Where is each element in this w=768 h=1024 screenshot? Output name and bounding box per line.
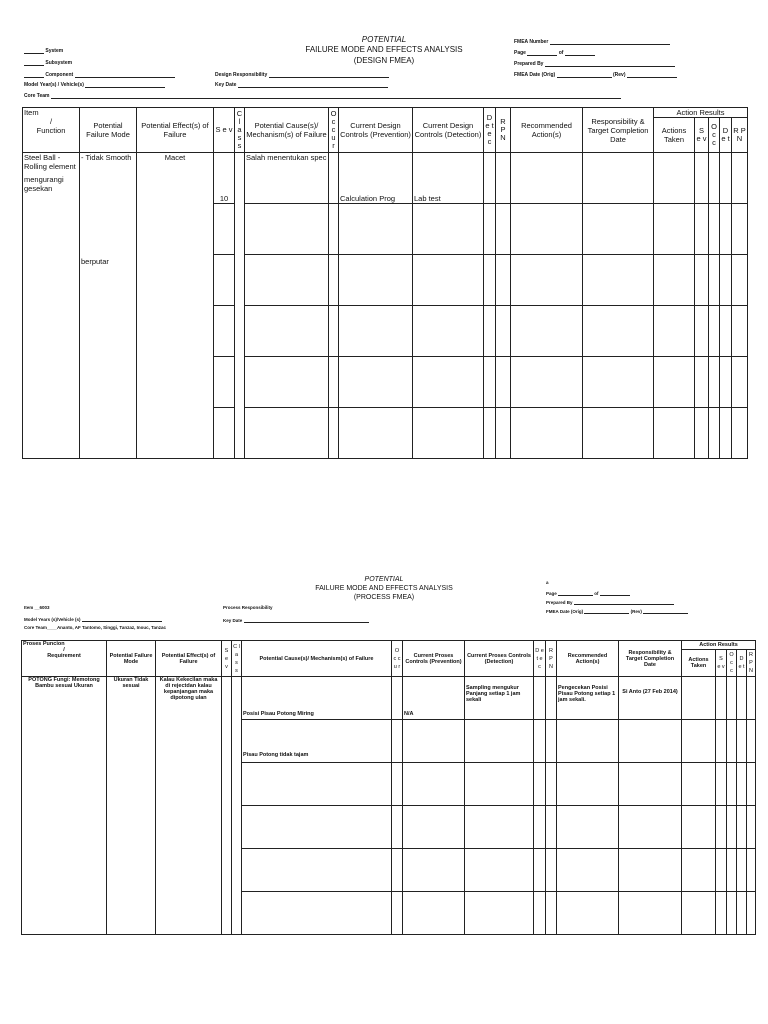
design-cell-detection[interactable]: Lab test: [413, 153, 484, 204]
design-col-cause: Potential Cause(s)/ Mechanism(s) of Failure: [245, 108, 329, 153]
design-cell[interactable]: [496, 408, 511, 459]
process-col-res-sev: S e v: [716, 650, 727, 677]
process-col-cause: Potential Cause(s)/ Mechanism(s) of Failure: [242, 641, 392, 677]
design-system-field[interactable]: [24, 47, 63, 54]
process-cell-actions-taken[interactable]: [682, 677, 716, 720]
design-cell-item[interactable]: Steel Ball - Rolling element mengurangi gesekan: [23, 153, 80, 459]
process-cell[interactable]: [682, 849, 716, 892]
process-cell-effect[interactable]: Kalau Kekecilan maka di rejectdan kalau kepanjangan maka dipotong ulan: [156, 677, 222, 935]
design-cell[interactable]: [709, 204, 720, 255]
process-fmea-date-label: FMEA Date (Orig): [546, 609, 584, 614]
process-cell-detection[interactable]: Sampling mengukur Panjang setiap 1 jam sekali: [465, 677, 534, 720]
design-cell[interactable]: [245, 306, 329, 357]
design-cell[interactable]: [732, 408, 748, 459]
design-cell[interactable]: [654, 357, 695, 408]
design-model-field[interactable]: [24, 81, 165, 88]
design-cell-res-occ[interactable]: [709, 153, 720, 204]
process-cell[interactable]: [747, 892, 756, 935]
design-cell[interactable]: [496, 357, 511, 408]
design-cell[interactable]: [484, 357, 496, 408]
design-col-recommended: Recommended Action(s): [511, 108, 583, 153]
design-cell[interactable]: [511, 408, 583, 459]
design-cell[interactable]: [214, 408, 235, 459]
process-title-sub: (PROCESS FMEA): [353, 594, 415, 601]
design-col-sev: S e v: [214, 108, 235, 153]
design-fmea-date-label: FMEA Date (Orig): [514, 72, 556, 78]
process-cell[interactable]: [727, 849, 737, 892]
process-fmea-form: [0, 570, 768, 950]
process-col-res-occ: O c c: [727, 650, 737, 677]
process-cell[interactable]: [403, 763, 465, 806]
process-cell[interactable]: [682, 892, 716, 935]
process-fmea-table: [21, 640, 756, 935]
design-col-detection: Current Design Controls (Detection): [413, 108, 484, 153]
design-col-res-occ: O c c: [709, 118, 720, 153]
design-core-team-label: Core Team: [24, 93, 50, 99]
design-cell[interactable]: [695, 408, 709, 459]
process-cell[interactable]: [534, 763, 546, 806]
design-cell[interactable]: [695, 255, 709, 306]
process-cell-res-sev[interactable]: [716, 677, 727, 720]
process-cell[interactable]: [403, 806, 465, 849]
design-cell[interactable]: [329, 357, 339, 408]
process-cell[interactable]: [403, 720, 465, 763]
process-cell[interactable]: [465, 763, 534, 806]
process-cell-res-det[interactable]: [737, 677, 747, 720]
design-cell[interactable]: [583, 204, 654, 255]
process-cell[interactable]: [465, 720, 534, 763]
process-cell[interactable]: [534, 720, 546, 763]
design-cell[interactable]: [484, 408, 496, 459]
design-fmea-number-field[interactable]: [514, 38, 670, 45]
process-title-potential: POTENTIAL: [364, 576, 404, 583]
design-cell[interactable]: [214, 306, 235, 357]
process-fmea-date-field[interactable]: [546, 607, 688, 614]
design-fmea-number-label: FMEA Number: [514, 39, 549, 45]
process-responsibility-label: Process Responsibility: [223, 605, 273, 610]
design-cell-mode[interactable]: - Tidak Smooth berputar: [80, 153, 137, 459]
design-cell[interactable]: [245, 408, 329, 459]
process-fmea-rev-label: (Rev): [630, 609, 642, 614]
process-title-main: FAILURE MODE AND EFFECTS ANALYSIS: [315, 585, 453, 592]
process-cell[interactable]: [534, 849, 546, 892]
process-cell-sev[interactable]: [222, 677, 232, 935]
process-mark: a: [546, 580, 549, 585]
design-cell[interactable]: [214, 357, 235, 408]
process-cell[interactable]: [546, 763, 557, 806]
process-model-field[interactable]: [24, 615, 162, 622]
design-cell-res-rpn[interactable]: [732, 153, 748, 204]
design-col-res-rpn: R P N: [732, 118, 748, 153]
design-cell[interactable]: [496, 204, 511, 255]
process-cell[interactable]: [619, 763, 682, 806]
design-prepared-by-field[interactable]: [514, 60, 675, 67]
design-cell[interactable]: [709, 408, 720, 459]
process-col-actions-taken: Actions Taken: [682, 650, 716, 677]
process-cell[interactable]: [747, 763, 756, 806]
design-cell-recommended[interactable]: [511, 153, 583, 204]
process-prepared-by-label: Prepared By: [546, 600, 573, 605]
design-col-prevention: Current Design Controls (Prevention): [339, 108, 413, 153]
process-cell[interactable]: [619, 806, 682, 849]
design-cell[interactable]: [339, 357, 413, 408]
design-title-potential: POTENTIAL: [361, 35, 407, 44]
process-col-res-det: D e t: [737, 650, 747, 677]
design-cell-res-sev[interactable]: [695, 153, 709, 204]
design-cell[interactable]: [496, 255, 511, 306]
process-cell[interactable]: [716, 806, 727, 849]
design-cell[interactable]: [720, 255, 732, 306]
process-col-sev: S e v: [222, 641, 232, 677]
process-cell[interactable]: [546, 806, 557, 849]
design-cell[interactable]: [329, 408, 339, 459]
design-responsibility-label: Design Responsibility: [215, 72, 268, 78]
process-cell[interactable]: [727, 806, 737, 849]
process-cell[interactable]: [557, 849, 619, 892]
process-item-label: Item __6003: [24, 605, 50, 610]
process-page-label: Page: [546, 591, 557, 596]
process-item-field[interactable]: [24, 605, 50, 610]
process-responsibility-field[interactable]: [223, 605, 273, 610]
design-responsibility-field[interactable]: [215, 71, 389, 78]
design-cell[interactable]: [484, 255, 496, 306]
process-page-of-label: of: [594, 591, 599, 596]
design-cell[interactable]: [732, 204, 748, 255]
design-cell-prevention[interactable]: Calculation Prog: [339, 153, 413, 204]
process-cell-recommended[interactable]: Pengecekan Posisi Pisau Potong setiap 1 jam sekali.: [557, 677, 619, 720]
design-col-action-results: Action Results: [654, 108, 748, 118]
design-cell[interactable]: [732, 306, 748, 357]
process-key-date-label: Key Date: [223, 618, 243, 623]
process-cell[interactable]: [737, 763, 747, 806]
design-cell-sev[interactable]: 10: [214, 153, 235, 204]
design-cell[interactable]: [583, 408, 654, 459]
process-cell[interactable]: [737, 849, 747, 892]
design-col-class: C l a s s: [235, 108, 245, 153]
design-col-occur: O c c u r: [329, 108, 339, 153]
process-cell[interactable]: [242, 849, 392, 892]
design-cell-effect[interactable]: Macet: [137, 153, 214, 459]
design-col-mode: Potential Failure Mode: [80, 108, 137, 153]
process-col-rpn: R P N: [546, 641, 557, 677]
design-model-label: Model Year(s) / Vehicle(s): [24, 82, 84, 88]
design-col-res-det: D e t: [720, 118, 732, 153]
design-prepared-by-label: Prepared By: [514, 61, 544, 67]
design-cell[interactable]: [583, 306, 654, 357]
design-cell[interactable]: [695, 204, 709, 255]
process-cell[interactable]: [737, 806, 747, 849]
process-col-prevention: Current Proses Controls (Prevention): [403, 641, 465, 677]
process-core-team-value: Ananto, AF Tantomo, Singgi, Tanzaz, Inouc, Tanzac: [56, 625, 167, 630]
process-cell-mode[interactable]: Ukuran Tidak sesuai: [107, 677, 156, 935]
process-col-occur: O c c u r: [392, 641, 403, 677]
process-cell[interactable]: [737, 892, 747, 935]
process-cell[interactable]: [557, 892, 619, 935]
design-cell[interactable]: [720, 204, 732, 255]
design-cell[interactable]: [720, 408, 732, 459]
process-cell[interactable]: [242, 763, 392, 806]
process-cell[interactable]: [682, 720, 716, 763]
process-cell-prevention[interactable]: N/A: [403, 677, 465, 720]
process-cell[interactable]: [403, 892, 465, 935]
design-cell[interactable]: [720, 357, 732, 408]
design-cell[interactable]: [339, 255, 413, 306]
design-cell[interactable]: [245, 357, 329, 408]
design-cell[interactable]: [413, 255, 484, 306]
process-prepared-by-field[interactable]: [546, 598, 674, 605]
design-col-res-sev: S e v: [695, 118, 709, 153]
design-key-date-field[interactable]: [215, 81, 388, 88]
process-cell-detec[interactable]: [534, 677, 546, 720]
process-table-row: [22, 677, 756, 720]
design-cell[interactable]: [214, 255, 235, 306]
process-col-action-results: Action Results: [682, 641, 756, 650]
process-cell[interactable]: [747, 849, 756, 892]
process-cell[interactable]: [392, 849, 403, 892]
process-cell[interactable]: [619, 720, 682, 763]
design-col-effect: Potential Effect(s) of Failure: [137, 108, 214, 153]
process-cell-res-occ[interactable]: [727, 677, 737, 720]
design-cell[interactable]: [511, 306, 583, 357]
process-cell[interactable]: [465, 806, 534, 849]
process-col-detec: D e t e c: [534, 641, 546, 677]
process-core-team-label: Core Team____: [24, 625, 57, 630]
design-cell-responsibility[interactable]: [583, 153, 654, 204]
process-page-field[interactable]: [546, 589, 630, 596]
process-cell[interactable]: [392, 892, 403, 935]
process-core-team-field[interactable]: [24, 625, 166, 630]
process-cell[interactable]: [392, 806, 403, 849]
design-cell[interactable]: [732, 255, 748, 306]
design-component-field[interactable]: [24, 71, 175, 78]
process-cell[interactable]: [747, 806, 756, 849]
process-cell[interactable]: [619, 849, 682, 892]
process-cell[interactable]: [557, 720, 619, 763]
process-col-function: Proses Puncion / Requirement: [22, 641, 107, 677]
process-cell[interactable]: [716, 849, 727, 892]
process-cell[interactable]: [716, 763, 727, 806]
process-cell[interactable]: [546, 849, 557, 892]
design-cell-rpn[interactable]: [496, 153, 511, 204]
design-subsystem-label: Subsystem: [45, 60, 73, 66]
process-cell[interactable]: [682, 763, 716, 806]
design-cell[interactable]: [413, 357, 484, 408]
design-cell[interactable]: [214, 204, 235, 255]
process-model-label: Model Years (s)/Vehicle (s): [24, 617, 81, 622]
design-cell-class[interactable]: [235, 153, 245, 459]
design-cell[interactable]: [709, 255, 720, 306]
process-col-recommended: Recommended Action(s): [557, 641, 619, 677]
design-cell[interactable]: [484, 204, 496, 255]
process-cell-res-rpn[interactable]: [747, 677, 756, 720]
design-cell[interactable]: [654, 408, 695, 459]
process-cell[interactable]: [557, 806, 619, 849]
process-cell-cause[interactable]: Pisau Potong tidak tajam: [242, 720, 392, 763]
design-table-row: [23, 153, 748, 204]
process-cell[interactable]: [403, 849, 465, 892]
design-cell[interactable]: [695, 306, 709, 357]
design-cell[interactable]: [654, 255, 695, 306]
design-cell[interactable]: [720, 306, 732, 357]
design-cell[interactable]: [654, 306, 695, 357]
design-cell[interactable]: [583, 357, 654, 408]
design-cell-occur[interactable]: [329, 153, 339, 204]
process-cell[interactable]: [619, 892, 682, 935]
design-cell[interactable]: [339, 408, 413, 459]
process-cell-rpn[interactable]: [546, 677, 557, 720]
process-cell[interactable]: [242, 806, 392, 849]
process-col-class: C l a s s: [232, 641, 242, 677]
process-cell-function[interactable]: POTONG Fungi: Memotong Bambu sesuai Ukuran: [22, 677, 107, 935]
process-col-detection: Current Proses Controls (Detection): [465, 641, 534, 677]
design-cell[interactable]: [709, 306, 720, 357]
design-cell[interactable]: [511, 204, 583, 255]
design-cell[interactable]: [496, 306, 511, 357]
process-cell[interactable]: [546, 892, 557, 935]
process-cell[interactable]: [534, 806, 546, 849]
design-subsystem-field[interactable]: [24, 59, 72, 66]
design-core-team-field[interactable]: [24, 92, 621, 99]
process-col-res-rpn: R P N: [747, 650, 756, 677]
design-cell[interactable]: [511, 255, 583, 306]
design-cell[interactable]: [329, 255, 339, 306]
design-col-actions-taken: Actions Taken: [654, 118, 695, 153]
design-cell-actions-taken[interactable]: [654, 153, 695, 204]
design-cell[interactable]: [339, 306, 413, 357]
design-cell[interactable]: [709, 357, 720, 408]
design-page-field[interactable]: [514, 49, 595, 56]
design-cell[interactable]: [732, 357, 748, 408]
design-page-label: Page: [514, 50, 526, 56]
design-cell[interactable]: [413, 204, 484, 255]
process-cell[interactable]: [716, 720, 727, 763]
design-fmea-rev-label: (Rev): [613, 72, 626, 78]
design-cell[interactable]: [245, 255, 329, 306]
design-cell[interactable]: [413, 306, 484, 357]
design-cell[interactable]: [695, 357, 709, 408]
process-key-date-field[interactable]: [223, 616, 369, 623]
design-cell[interactable]: [583, 255, 654, 306]
process-cell[interactable]: [727, 892, 737, 935]
process-cell[interactable]: [242, 892, 392, 935]
process-cell[interactable]: [727, 720, 737, 763]
design-title-sub: (DESIGN FMEA): [353, 56, 415, 65]
design-col-rpn: R P N: [496, 108, 511, 153]
process-cell[interactable]: [716, 892, 727, 935]
design-fmea-table: [22, 107, 748, 459]
process-cell-cause[interactable]: Posisi Pisau Potong Miring: [242, 677, 392, 720]
process-cell[interactable]: [557, 763, 619, 806]
design-title-main: FAILURE MODE AND EFFECTS ANALYSIS: [305, 45, 463, 54]
design-cell[interactable]: [654, 204, 695, 255]
process-cell-occur[interactable]: [392, 677, 403, 720]
process-cell[interactable]: [546, 720, 557, 763]
design-component-label: Component: [45, 72, 74, 78]
design-cell-cause[interactable]: Salah menentukan spec: [245, 153, 329, 204]
design-cell[interactable]: [511, 357, 583, 408]
design-cell[interactable]: [484, 306, 496, 357]
design-col-detec: D e t e c: [484, 108, 496, 153]
design-cell-detec[interactable]: [484, 153, 496, 204]
process-cell[interactable]: [392, 720, 403, 763]
design-page-of-label: of: [558, 50, 564, 56]
design-key-date-label: Key Date: [215, 82, 237, 88]
design-cell[interactable]: [413, 408, 484, 459]
process-cell[interactable]: [392, 763, 403, 806]
design-cell[interactable]: [329, 306, 339, 357]
process-col-responsibility: Responsibility & Target Completion Date: [619, 641, 682, 677]
process-cell[interactable]: [534, 892, 546, 935]
design-fmea-form: [0, 0, 768, 470]
design-fmea-date-field[interactable]: [514, 71, 677, 78]
process-cell-class[interactable]: [232, 677, 242, 935]
process-cell[interactable]: [465, 849, 534, 892]
process-col-mode: Potential Failure Mode: [107, 641, 156, 677]
design-col-responsibility: Responsibility & Target Completion Date: [583, 108, 654, 153]
process-cell-responsibility[interactable]: Si Anto (27 Feb 2014): [619, 677, 682, 720]
process-col-effect: Potential Effect(s) of Failure: [156, 641, 222, 677]
design-cell[interactable]: [245, 204, 329, 255]
design-cell-res-det[interactable]: [720, 153, 732, 204]
process-cell[interactable]: [737, 720, 747, 763]
process-cell[interactable]: [682, 806, 716, 849]
process-cell[interactable]: [465, 892, 534, 935]
design-col-item: Item / Function: [23, 108, 80, 153]
design-system-label: System: [45, 48, 64, 54]
design-cell[interactable]: [329, 204, 339, 255]
process-cell[interactable]: [747, 720, 756, 763]
process-cell[interactable]: [727, 763, 737, 806]
design-cell[interactable]: [339, 204, 413, 255]
